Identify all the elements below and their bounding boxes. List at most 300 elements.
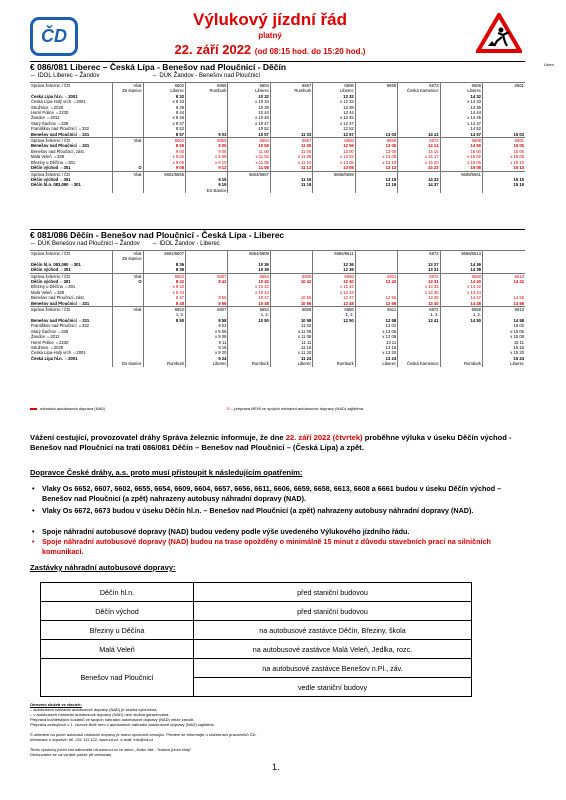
- time-cell: 6656/6611: [313, 251, 355, 257]
- bullet-2: • Vlaky Os 6672, 6673 budou v úseku Děčín hl.n. – Benešov nad Ploučnicí (a zpět) nahrazeny autobusy náhradní dopravy (NAD).: [42, 506, 522, 516]
- time-cell: 14 52: [440, 126, 482, 131]
- time-cell: 13 16: [355, 345, 397, 350]
- time-cell: x 14 42: [440, 284, 482, 289]
- time-cell: 14 15: [398, 149, 440, 154]
- time-cell: x 10 42: [228, 284, 270, 289]
- time-cell: [270, 188, 312, 193]
- time-cell: 6658: [440, 307, 482, 313]
- time-cell: x 13 05: [313, 160, 355, 165]
- time-cell: 14 23: [398, 165, 440, 171]
- station-cell: Malá Veleň ⇔339: [31, 154, 65, 160]
- cd-logo-text: ČD: [41, 26, 67, 46]
- time-cell: 8 42: [143, 279, 185, 284]
- route1-timetable: [30, 82, 525, 193]
- time-cell: 14 42: [483, 279, 526, 284]
- stop-place: na autobusové zastávce Benešov n.Pl., záv.: [194, 659, 472, 678]
- notes-line: S ohledem na počet autobusů náhradní dopravy je nutno upozornit cestující. Předem se informujte u služebních pracovníků ČD.: [30, 732, 257, 737]
- stops-heading: Zastávky náhradní autobusové dopravy:: [30, 563, 176, 572]
- time-cell: 13 31: [398, 279, 440, 284]
- time-cell: Do stanice: [113, 361, 143, 366]
- time-cell: 13 00: [313, 149, 355, 154]
- station-cell: Benešov nad Ploučnicí, zást.: [31, 148, 85, 154]
- time-cell: 14 14: [398, 143, 440, 148]
- notes-line: Přeprava kol/dětských kočárků ve spojích náhradní autobusové dopravy (NAD) nelze zaručit.: [30, 717, 195, 722]
- time-cell: [143, 188, 185, 193]
- time-cell: 6672: [398, 251, 440, 257]
- bullet-4: • Spoje náhradní autobusové dopravy (NAD) budou na trase opožděny o minimálně 15 minut z důvodu stavebních prací na silničních komunikaci.: [42, 537, 522, 556]
- time-cell: 12 47: [313, 295, 355, 300]
- time-cell: 8 50: [143, 318, 185, 323]
- time-cell: 15 15: [483, 177, 526, 182]
- time-cell: x 13 06: [355, 329, 397, 334]
- stop-station: Děčín hl.n.: [41, 583, 194, 602]
- time-cell: x 9 10: [186, 160, 228, 165]
- time-cell: x 11 06: [270, 329, 312, 334]
- time-cell: x 14 33: [440, 99, 482, 104]
- time-cell: 15 06: [483, 149, 526, 154]
- time-cell: 9 16: [186, 345, 228, 350]
- intro-a: Vážení cestující, provozovatel dráhy Správa železnic informuje, že dne: [30, 433, 286, 442]
- time-cell: 1, 2.: [440, 312, 482, 317]
- time-cell: 10 36: [228, 262, 270, 267]
- time-cell: 6606: [313, 83, 355, 89]
- time-cell: Rumburk: [440, 361, 482, 366]
- notes-line: – autobusech náhradní autobusové dopravy (NAD) je služba vyloučena.: [30, 707, 158, 712]
- time-cell: 10 57: [228, 132, 270, 138]
- cd-logo: [30, 17, 78, 56]
- station-cell: Správa železnic / ČD: [30, 138, 113, 144]
- time-cell: 9 03: [186, 132, 228, 138]
- no-bike-icon: ⊘: [226, 406, 230, 411]
- station-cell: Horní Police ⇔2230: [31, 110, 69, 116]
- time-cell: 15 13: [483, 165, 526, 171]
- time-cell: 10 47: [228, 295, 270, 300]
- time-cell: x 12 44: [313, 290, 355, 295]
- time-cell: Rumburk: [186, 88, 228, 93]
- time-cell: x 13 10: [355, 160, 397, 165]
- time-cell: 13 03: [355, 132, 397, 138]
- time-cell: 6604: [228, 138, 270, 144]
- time-cell: [483, 188, 526, 193]
- time-cell: 10 59: [228, 143, 270, 148]
- station-cell: Stružnice ⇔2029: [31, 344, 64, 350]
- stop-station: Malá Veleň: [41, 640, 194, 659]
- time-cell: x 8 33: [143, 99, 185, 104]
- station-cell: Benešov nad Ploučnicí ⇔331: [31, 300, 90, 306]
- time-cell: 12 39: [313, 105, 355, 110]
- time-cell: 11 11: [270, 340, 312, 345]
- time-cell: Ze stanice: [113, 88, 143, 93]
- time-cell: 10 55: [270, 295, 312, 300]
- time-cell: 10 32: [228, 94, 270, 99]
- time-cell: Liberec: [143, 88, 185, 93]
- time-cell: 10 39: [228, 105, 270, 110]
- time-cell: 6608: [440, 138, 482, 144]
- time-cell: 12 57: [313, 132, 355, 138]
- time-cell: [398, 188, 440, 193]
- time-cell: 13 19: [355, 182, 397, 187]
- time-cell: x 14 45: [440, 115, 482, 120]
- time-cell: Česká Kamenice: [398, 88, 440, 93]
- station-cell: Děčín východ ⇔301: [31, 267, 71, 273]
- time-cell: 10 42: [270, 279, 312, 284]
- time-cell: x 8 42: [143, 284, 185, 289]
- time-cell: 8 55: [186, 295, 228, 300]
- time-cell: 14 12: [398, 132, 440, 138]
- time-cell: Rumburk: [313, 361, 355, 366]
- time-cell: 8 32: [143, 94, 185, 99]
- time-cell: 8 47: [143, 295, 185, 300]
- time-cell: x 13 08: [355, 154, 397, 159]
- stop-row: [41, 621, 472, 640]
- time-cell: 10 48: [228, 301, 270, 307]
- station-cell: [30, 188, 113, 193]
- time-cell: 14 59: [440, 143, 482, 148]
- time-cell: 6657: [270, 83, 312, 89]
- legend-right: – přeprava NENÍ ve spojích náhradní autobusové dopravy (NAD) zajištěna: [230, 406, 364, 411]
- time-cell: 13 08: [313, 165, 355, 171]
- route2-sub-right: ⇔ IDOL Žandov - Liberec: [151, 241, 220, 247]
- time-cell: 14 56: [483, 301, 526, 307]
- table-row: [30, 361, 525, 366]
- time-cell: x 11 10: [270, 160, 312, 165]
- stop-station: Děčín východ: [41, 602, 194, 621]
- time-cell: x 14 17: [398, 154, 440, 159]
- station-cell: Děčín východ ⇔301: [31, 176, 71, 182]
- time-cell: 12 52: [313, 126, 355, 131]
- time-cell: 15 08: [440, 165, 482, 171]
- time-cell: 6607: [186, 307, 228, 313]
- time-cell: 6661: [483, 83, 526, 89]
- station-cell: Česká Lípa-Holý vrch ⇔2001: [31, 99, 86, 105]
- time-cell: x 11 20: [270, 350, 312, 355]
- time-cell: 6658: [440, 273, 482, 279]
- time-cell: 12 56: [355, 301, 397, 307]
- time-cell: [113, 188, 143, 193]
- time-cell: 12 42: [355, 279, 397, 284]
- time-cell: Do stanice: [186, 188, 228, 193]
- time-cell: 1, 2.: [398, 312, 440, 317]
- time-cell: 6602: [143, 83, 185, 89]
- time-cell: 12 48: [313, 301, 355, 307]
- time-cell: 6655: [186, 138, 228, 144]
- time-cell: Vlak: [113, 251, 143, 257]
- time-cell: 11 08: [228, 165, 270, 171]
- time-cell: 6606: [313, 138, 355, 144]
- time-cell: 6652: [143, 273, 185, 279]
- time-cell: 12 59: [313, 143, 355, 148]
- time-cell: 6611: [355, 273, 397, 279]
- station-cell: [30, 361, 113, 366]
- time-cell: x 11 02: [228, 154, 270, 159]
- time-cell: 9 06: [186, 149, 228, 154]
- time-cell: x 12 47: [313, 121, 355, 126]
- valid-date: [120, 42, 420, 60]
- route2-sub-left: ⇔ DÚK Benešov nad Ploučnicí – Žandov: [30, 241, 140, 247]
- time-cell: x 8 45: [143, 115, 185, 120]
- valid-label: platný: [258, 31, 282, 40]
- station-cell: Děčín hl.n. 083,090 ⇔301: [31, 182, 81, 188]
- time-cell: Česká Kamenice: [398, 361, 440, 366]
- station-cell: Františkov nad Ploučnicí ⇔332: [31, 323, 89, 329]
- time-cell: O: [113, 165, 143, 171]
- time-cell: 9 11: [186, 340, 228, 345]
- time-cell: 11 24: [270, 356, 312, 361]
- time-cell: 15 11: [483, 340, 526, 345]
- time-cell: 13 05: [355, 143, 397, 148]
- time-cell: 11 15: [270, 177, 312, 182]
- time-cell: x 15 06: [483, 329, 526, 334]
- time-cell: 6661: [483, 138, 526, 144]
- time-cell: x 11 08: [270, 334, 312, 339]
- station-cell: Malá Veleň ⇔339: [31, 289, 65, 295]
- time-cell: 14 57: [440, 132, 482, 138]
- station-cell: Česká Lípa hl.n. ⇔2001: [31, 355, 78, 361]
- time-cell: x 15 05: [440, 160, 482, 165]
- notes-line: Informace o dopravě: tel. 221 111 122, www.cd.cz, e-mail: info@cd.cz: [30, 737, 154, 742]
- time-cell: Liberec: [270, 361, 312, 366]
- time-cell: 6611: [355, 307, 397, 313]
- time-cell: x 11 08: [270, 154, 312, 159]
- time-cell: x 9 06: [186, 329, 228, 334]
- time-cell: 9 19: [186, 182, 228, 187]
- time-cell: 12 44: [313, 110, 355, 115]
- route1-sub-left: ⇔ IDOL Liberec – Žandov: [30, 73, 100, 79]
- time-cell: 13 31: [398, 267, 440, 273]
- time-cell: 8 36: [143, 262, 185, 267]
- legend-left: náhradní autobusová doprava (NAD): [40, 406, 106, 411]
- time-cell: 14 36: [440, 262, 482, 267]
- time-cell: x 14 47: [440, 121, 482, 126]
- time-cell: [228, 188, 270, 193]
- time-cell: 14 47: [440, 295, 482, 300]
- time-cell: 13 40: [398, 301, 440, 307]
- station-cell: Děčín východ ⇔301: [31, 165, 71, 171]
- time-cell: [355, 188, 397, 193]
- stops-table: [40, 582, 472, 697]
- road-works-sign-icon: [476, 13, 522, 58]
- time-cell: 8 57: [143, 132, 185, 138]
- time-cell: 12 36: [313, 262, 355, 267]
- time-cell: 11 00: [228, 149, 270, 154]
- time-cell: 15 24: [483, 356, 526, 361]
- time-cell: Rumburk: [270, 88, 312, 93]
- station-cell: Březiny u Děčína ⇔301: [31, 284, 76, 290]
- time-cell: x 8 44: [143, 290, 185, 295]
- time-cell: x 13 02: [313, 154, 355, 159]
- time-cell: 9 24: [186, 356, 228, 361]
- station-cell: Děčín hl.n. 083,090 ⇔301: [31, 261, 81, 267]
- time-cell: x 15 02: [440, 154, 482, 159]
- time-cell: 8 58: [186, 318, 228, 323]
- time-cell: 15 16: [483, 345, 526, 350]
- time-cell: x 12 42: [313, 284, 355, 289]
- time-cell: 6609: [270, 307, 312, 313]
- time-cell: 10 56: [270, 301, 312, 307]
- time-cell: 12 39: [313, 267, 355, 273]
- time-cell: 6652: [143, 307, 185, 313]
- stop-place: na autobusové zastávce Malá Veleň, Jedlka, rozc.: [194, 640, 472, 659]
- time-cell: 8 52: [143, 126, 185, 131]
- station-cell: Česká Lípa-Holý vrch ⇔2001: [31, 350, 86, 356]
- time-cell: 11 06: [270, 149, 312, 154]
- time-cell: x 9 02: [143, 154, 185, 159]
- time-cell: 6654: [228, 273, 270, 279]
- route1-sub-right: ⇔ DÚK Žandov - Benešov nad Ploučnicí: [151, 73, 261, 79]
- intro-date: 22. září 2022 (čtvrtek): [285, 433, 363, 442]
- time-cell: Rumburk: [228, 361, 270, 366]
- info-message: [30, 433, 540, 453]
- notes-lines: [30, 707, 530, 757]
- route2-heading-text: 081/086 Děčín - Benešov nad Ploučnicí - Česká Lípa - Liberec: [37, 230, 285, 240]
- time-cell: 12 50: [313, 318, 355, 323]
- station-cell: Správa železnic / ČD: [30, 307, 113, 313]
- time-cell: Vlak: [113, 273, 143, 279]
- page-title: Výlukový jízdní řád: [193, 10, 347, 29]
- notes-line: Přeprava cestujících v 1. vozové třídě není v autobusech náhradní autobusové dopravy (NAD) zajištěna.: [30, 722, 215, 727]
- time-cell: 11 16: [270, 345, 312, 350]
- notes-heading: Omezení služeb ve vlacích:: [30, 702, 82, 707]
- time-cell: Vlak: [113, 307, 143, 313]
- station-cell: Březiny u Děčína ⇔301: [31, 159, 76, 165]
- station-cell: Správa železnic / ČD: [30, 171, 113, 177]
- time-cell: Ze stanice: [113, 256, 143, 261]
- time-cell: 10 50: [228, 318, 270, 323]
- time-cell: Liberec: [440, 88, 482, 93]
- time-cell: x 10 45: [228, 115, 270, 120]
- time-cell: 14 39: [440, 105, 482, 110]
- bullet-1: • Vlaky Os 6652, 6607, 6602, 6655, 6654, 6609, 6604, 6657, 6656, 6611, 6606, 6659, 6658, 6613, 6608 a 6661 budou v úseku Děčín východ – Benešov nad Ploučnicí (a zpět) nahrazeny autobusy náhradní dopravy (NAD).: [42, 484, 522, 503]
- time-cell: 6673: [398, 83, 440, 89]
- time-cell: 9 05: [186, 143, 228, 148]
- time-cell: 14 32: [440, 94, 482, 99]
- time-cell: 14 58: [483, 318, 526, 323]
- stop-row: [41, 640, 472, 659]
- route1-subheading: [30, 72, 525, 81]
- time-cell: x 13 20: [355, 350, 397, 355]
- time-cell: 15 03: [483, 132, 526, 138]
- time-cell: 15 00: [440, 149, 482, 154]
- table-row: [30, 188, 525, 193]
- time-cell: 6608: [440, 83, 482, 89]
- time-cell: 11 02: [270, 323, 312, 328]
- swap-icon: €: [30, 62, 38, 72]
- time-cell: Liberec: [355, 361, 397, 366]
- time-cell: 6613: [483, 307, 526, 313]
- notes-line: Omlouváme se za vzniklé potíže při cestování.: [30, 752, 113, 757]
- time-cell: 15 19: [483, 182, 526, 187]
- time-cell: 10 39: [228, 267, 270, 273]
- time-cell: x 10 33: [228, 99, 270, 104]
- station-cell: Správa železnic / ČD: [30, 251, 113, 257]
- time-cell: [440, 188, 482, 193]
- time-cell: 13 41: [398, 318, 440, 323]
- station-cell: Benešov nad Ploučnicí ⇔331: [31, 131, 90, 137]
- route2-subheading: [30, 240, 525, 249]
- time-cell: 6654: [228, 307, 270, 313]
- time-cell: Vlak: [113, 138, 143, 144]
- time-cell: 13 27: [398, 262, 440, 267]
- time-cell: 6656: [313, 307, 355, 313]
- time-cell: 6672: [398, 307, 440, 313]
- time-cell: Vlak: [113, 83, 143, 89]
- time-cell: 6602/6655: [143, 171, 185, 177]
- title-block: [120, 10, 420, 60]
- time-cell: 10 44: [228, 110, 270, 115]
- stop-row: [41, 583, 472, 602]
- station-cell: Žandov ⇔2012: [31, 115, 60, 121]
- time-cell: 12 55: [355, 295, 397, 300]
- time-cell: 6607: [186, 273, 228, 279]
- time-cell: 8 44: [143, 110, 185, 115]
- time-cell: 14 33: [398, 177, 440, 182]
- timetable-2: [30, 250, 525, 367]
- time-cell: x 15 10: [483, 160, 526, 165]
- station-cell: Správa železnic / ČD: [30, 83, 113, 89]
- time-cell: 9 02: [186, 323, 228, 328]
- station-cell: Děčín východ ⇔301: [31, 279, 71, 285]
- time-cell: 9 13: [186, 165, 228, 171]
- station-cell: Benešov nad Ploučnicí ⇔331: [31, 143, 90, 149]
- time-cell: Liberec: [313, 88, 355, 93]
- time-cell: 6657: [270, 138, 312, 144]
- time-cell: Rumburk: [143, 361, 185, 366]
- time-cell: Liberec: [186, 361, 228, 366]
- time-cell: [313, 188, 355, 193]
- time-cell: 1, 2.: [313, 312, 355, 317]
- time-cell: 1, 2.: [228, 312, 270, 317]
- station-cell: Stružnice ⇔2029: [31, 104, 64, 110]
- time-cell: 6659: [355, 138, 397, 144]
- station-cell: Benešov nad Ploučnicí, zást.: [31, 295, 85, 301]
- time-cell: x 14 44: [440, 290, 482, 295]
- time-cell: x 9 08: [186, 334, 228, 339]
- time-cell: 11 03: [270, 132, 312, 138]
- time-cell: Vlak: [113, 171, 143, 177]
- time-cell: O: [113, 279, 143, 284]
- time-cell: 8 42: [186, 279, 228, 284]
- timetable-1: [30, 82, 525, 193]
- time-cell: 14 39: [440, 267, 482, 273]
- stop-place: před staniční budovou: [194, 583, 472, 602]
- time-cell: 14 48: [440, 301, 482, 307]
- stop-place: vedle staniční budovy: [194, 678, 472, 697]
- station-cell: Benešov nad Ploučnicí ⇔331: [31, 317, 90, 323]
- time-cell: x 9 08: [186, 154, 228, 159]
- time-cell: 14 40: [440, 279, 482, 284]
- time-cell: 13 02: [355, 323, 397, 328]
- stop-station: Benešov nad Ploučnicí: [41, 659, 194, 697]
- route1-heading-text: 086/081 Liberec – Česká Lípa - Benešov nad Ploučnicí - Děčín: [37, 62, 287, 72]
- time-cell: x 13 35: [398, 290, 440, 295]
- time-cell: Liberec: [483, 361, 526, 366]
- time-cell: 8 39: [143, 105, 185, 110]
- time-cell: 8 59: [143, 143, 185, 148]
- time-cell: 10 40: [228, 279, 270, 284]
- stop-row: [41, 659, 472, 678]
- time-cell: x 13 08: [355, 334, 397, 339]
- station-cell: Správa železnic / ČD: [30, 273, 113, 279]
- time-cell: 10 58: [270, 318, 312, 323]
- time-cell: x 12 45: [313, 115, 355, 120]
- time-cell: 6604/6657: [228, 171, 270, 177]
- page-number: 1.: [272, 762, 280, 772]
- time-cell: 6609: [270, 273, 312, 279]
- time-cell: 8 56: [186, 301, 228, 307]
- time-cell: 6655: [186, 83, 228, 89]
- time-cell: x 9 20: [186, 350, 228, 355]
- time-cell: 8 48: [143, 301, 185, 307]
